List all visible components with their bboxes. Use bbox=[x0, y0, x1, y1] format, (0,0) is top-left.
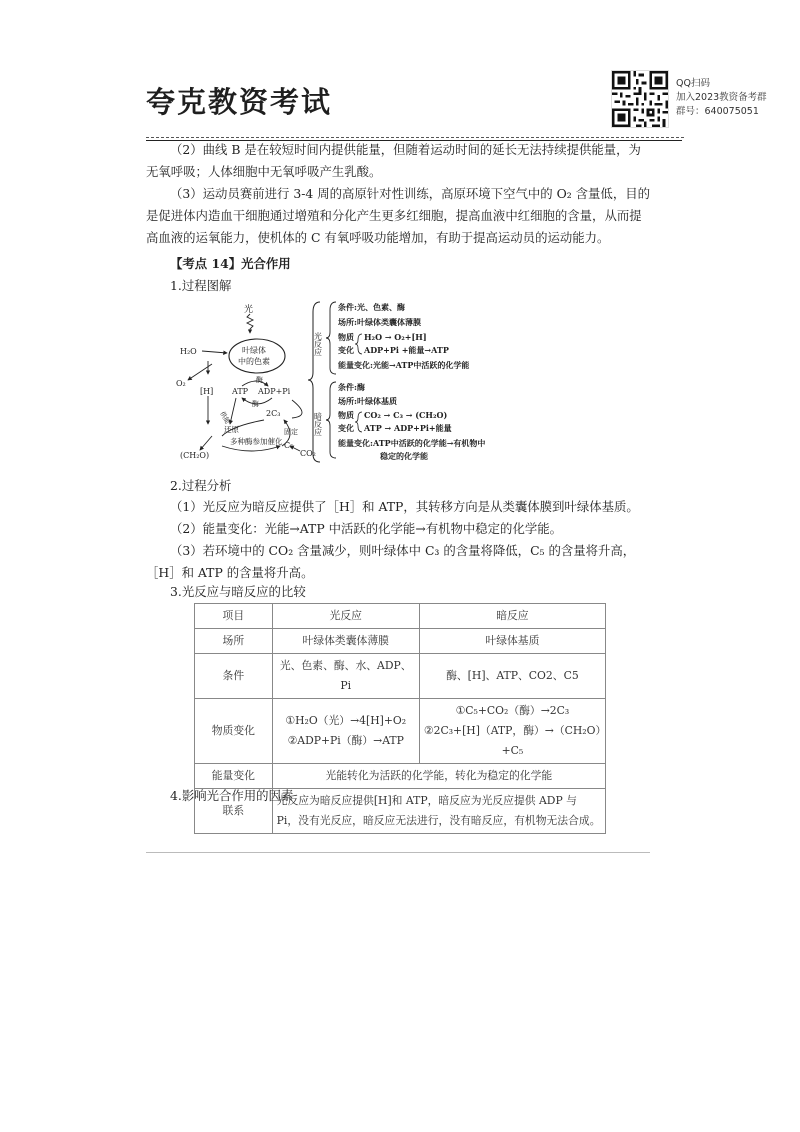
co2-label: CO₂ bbox=[300, 449, 316, 458]
c3-label: 2C₃ bbox=[266, 409, 281, 418]
material-change-light-2: ②ADP+Pi（酶）→ATP bbox=[287, 734, 404, 747]
table-cell: 叶绿体类囊体薄膜 bbox=[272, 629, 419, 654]
dark-energy-change: 能量变化:ATP中活跃的化学能→有机物中 bbox=[338, 438, 486, 448]
photosynthesis-diagram bbox=[172, 296, 512, 464]
qr-code-icon bbox=[611, 70, 669, 128]
material-change-dark-1: ①C₅+CO₂（酶）→2C₃ bbox=[455, 704, 570, 717]
table-cell bbox=[419, 699, 605, 764]
dark-energy-change-2: 稳定的化学能 bbox=[380, 451, 428, 461]
supply-energy-label: 供能 bbox=[218, 410, 232, 426]
table-row bbox=[195, 629, 606, 654]
table-cell: 酶、[H]、ATP、CO2、C5 bbox=[419, 654, 605, 699]
ch2o-label: (CH₂O) bbox=[180, 451, 210, 460]
multi-enzyme-label: 多种酶参加催化 bbox=[230, 437, 283, 446]
dark-reaction-label: 暗反应 bbox=[313, 412, 323, 436]
qq-join-text: 加入2023教资备考群 bbox=[676, 92, 767, 103]
analysis-item-3: （3）若环境中的 CO₂ 含量减少，则叶绿体中 C₃ 的含量将降低，C₅ 的含量将升高，［H］和 ATP 的含量将升高。 bbox=[146, 543, 636, 580]
chloroplast-label: 叶绿体 bbox=[242, 346, 266, 355]
h-label: [H] bbox=[200, 387, 214, 396]
o2-label: O₂ bbox=[176, 379, 186, 388]
chloroplast-ellipse bbox=[229, 339, 285, 373]
light-material-1: 物质 bbox=[338, 332, 354, 342]
dark-location: 场所:叶绿体基质 bbox=[338, 396, 397, 406]
light-material-eq2: ADP+Pi +能量→ATP bbox=[364, 345, 449, 355]
light-arrow bbox=[247, 314, 253, 333]
qq-scan-text: QQ扫码 bbox=[676, 78, 710, 89]
h2o-label: H₂O bbox=[180, 347, 197, 356]
table-cell: 光能转化为活跃的化学能，转化为稳定的化学能 bbox=[272, 764, 605, 789]
enzyme-label-top: 酶 bbox=[256, 376, 263, 384]
header-dashed-rule bbox=[146, 137, 684, 138]
adp-label: ADP+Pi bbox=[258, 387, 291, 396]
paragraph-altitude-training: （3）运动员赛前进行 3-4 周的高原针对性训练，高原环境下空气中的 O₂ 含量低，目的是促进体内造血干细胞通过增殖和分化产生更多红细胞，提高血液中红细胞的含量，从而提高血液的运氧能力，使机体的 C 有氧呼吸功能增加，有助于提高运动员的运动能力。 bbox=[146, 186, 650, 245]
subheading-comparison: 3.光反应与暗反应的比较 bbox=[170, 584, 306, 599]
reduce-label: 还原 bbox=[224, 425, 239, 434]
atp-label: ATP bbox=[232, 387, 249, 396]
table-row-label: 联系 bbox=[195, 789, 273, 834]
table-row-label: 物质变化 bbox=[195, 699, 273, 764]
section-title: 【考点 14】光合作用 bbox=[170, 256, 291, 271]
light-reaction-label: 光反应 bbox=[313, 332, 323, 356]
table-row bbox=[195, 699, 606, 764]
table-row-label: 条件 bbox=[195, 654, 273, 699]
analysis-item-2: （2）能量变化：光能→ATP 中活跃的化学能→有机物中稳定的化学能。 bbox=[170, 521, 563, 536]
subheading-process-diagram: 1.过程图解 bbox=[170, 278, 232, 293]
enzyme-label-bottom: 酶 bbox=[252, 400, 259, 408]
subheading-factors: 4.影响光合作用的因素 bbox=[170, 788, 294, 803]
light-energy-change: 能量变化:光能→ATP中活跃的化学能 bbox=[338, 360, 470, 370]
material-change-light-1: ①H₂O（光）→4[H]+O₂ bbox=[285, 714, 407, 727]
light-label: 光 bbox=[244, 305, 254, 315]
table-row bbox=[195, 654, 606, 699]
light-condition: 条件:光、色素、酶 bbox=[338, 302, 405, 312]
table-header-cell: 光反应 bbox=[272, 604, 419, 629]
pigment-label: 中的色素 bbox=[238, 357, 270, 366]
table-header-cell: 暗反应 bbox=[419, 604, 605, 629]
fix-label: 固定 bbox=[284, 428, 298, 436]
light-material-eq1: H₂O → O₂+[H] bbox=[364, 332, 427, 342]
light-location: 场所:叶绿体类囊体薄膜 bbox=[338, 317, 421, 327]
c5-label: C₅ bbox=[284, 441, 294, 450]
bottom-rule bbox=[146, 852, 650, 853]
material-change-dark-2: ②2C₃+[H]（ATP，酶）→（CH₂O）+C₅ bbox=[423, 724, 601, 757]
analysis-item-1: （1）光反应为暗反应提供了［H］和 ATP，其转移方向是从类囊体膜到叶绿体基质。 bbox=[170, 499, 639, 514]
dark-condition: 条件:酶 bbox=[338, 382, 365, 392]
table-cell: 光反应为暗反应提供[H]和 ATP，暗反应为光反应提供 ADP 与 Pi，没有光反应，暗反应无法进行，没有暗反应，有机物无法合成。 bbox=[272, 789, 605, 834]
table-header-row bbox=[195, 604, 606, 629]
qq-group-number: 群号：640075051 bbox=[676, 106, 759, 117]
dark-material-eq1: CO₂ → C₃ → (CH₂O) bbox=[364, 410, 448, 420]
dark-material-2: 变化 bbox=[338, 423, 354, 433]
dark-material-1: 物质 bbox=[338, 410, 354, 420]
table-row-label: 场所 bbox=[195, 629, 273, 654]
table-row bbox=[195, 764, 606, 789]
light-material-2: 变化 bbox=[338, 345, 354, 355]
table-header-cell: 项目 bbox=[195, 604, 273, 629]
dark-material-eq2: ATP → ADP+Pi+能量 bbox=[364, 423, 452, 433]
table-cell bbox=[272, 699, 419, 764]
subheading-process-analysis: 2.过程分析 bbox=[170, 478, 232, 493]
table-row-label: 能量变化 bbox=[195, 764, 273, 789]
qq-group-info bbox=[676, 77, 796, 119]
table-cell: 光、色素、酶、水、ADP、Pi bbox=[272, 654, 419, 699]
paragraph-curve-b: （2）曲线 B 是在较短时间内提供能量，但随着运动时间的延长无法持续提供能量，为无氧呼吸；人体细胞中无氧呼吸产生乳酸。 bbox=[146, 142, 641, 179]
table-cell: 叶绿体基质 bbox=[419, 629, 605, 654]
brand-logo: 夸克教资考试 bbox=[146, 85, 333, 119]
